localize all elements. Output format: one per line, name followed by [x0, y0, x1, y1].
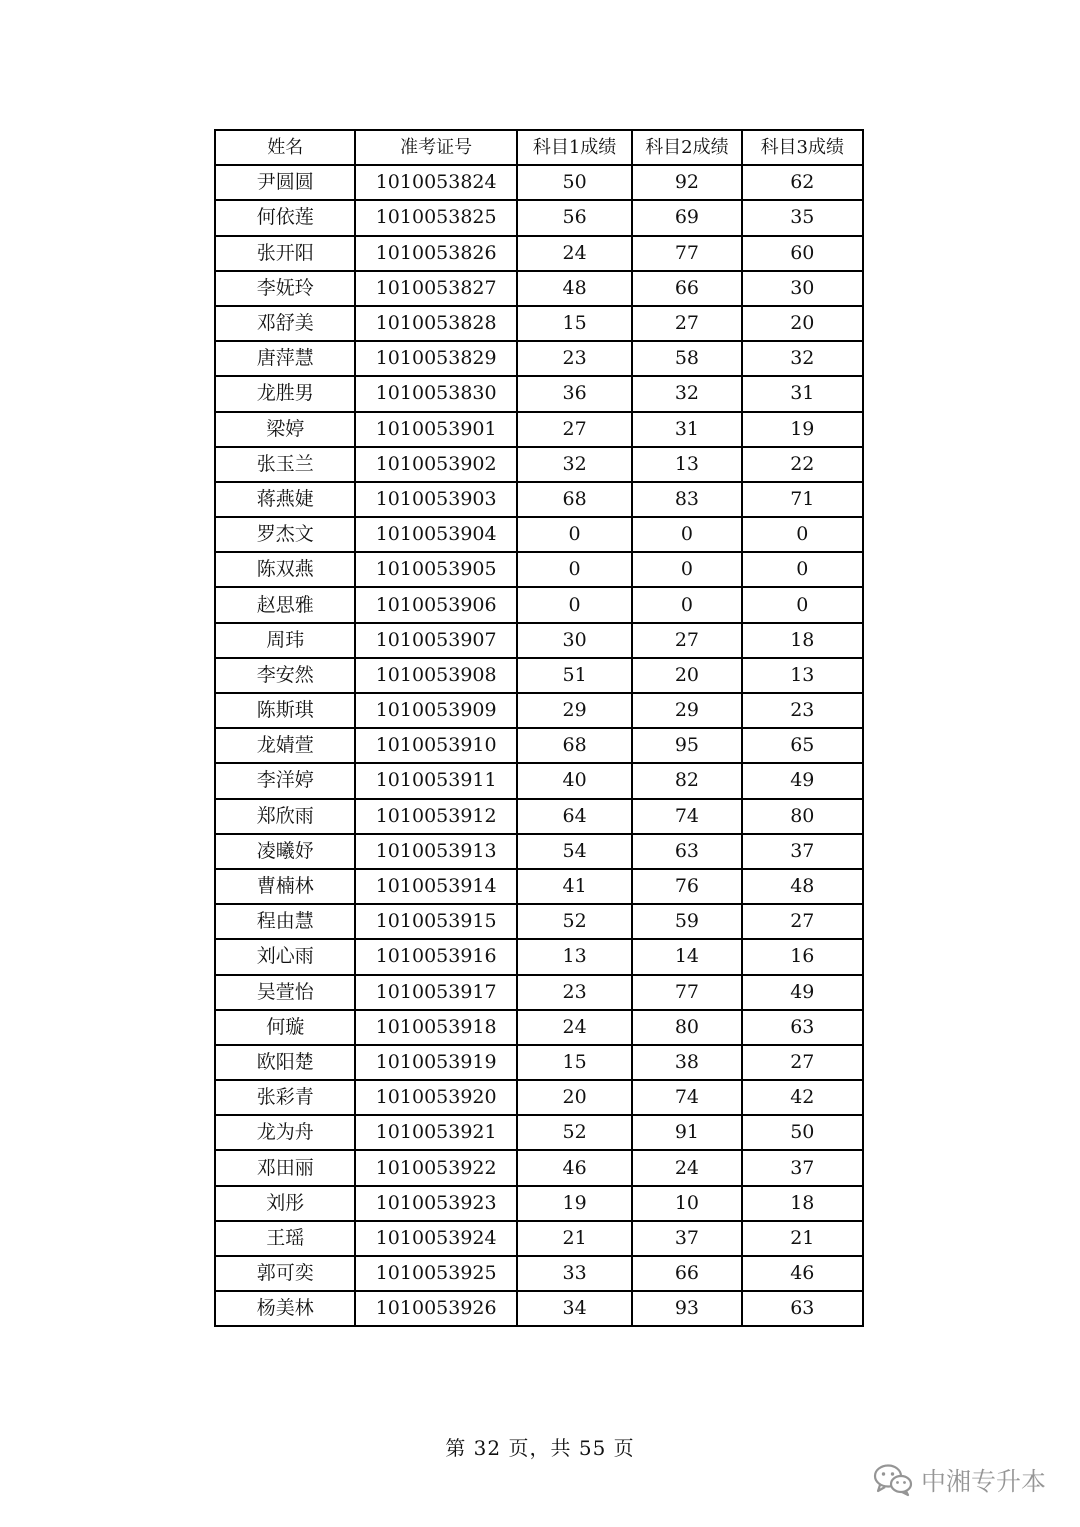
cell-exam-id: 1010053830 [355, 376, 516, 411]
cell-subject1-score: 27 [517, 412, 632, 447]
cell-name: 何依莲 [215, 200, 355, 235]
cell-subject2-score: 27 [632, 306, 741, 341]
cell-name: 罗杰文 [215, 517, 355, 552]
table-row [215, 271, 863, 306]
table-row [215, 728, 863, 763]
table-row [215, 341, 863, 376]
cell-subject1-score: 0 [517, 552, 632, 587]
cell-subject1-score: 30 [517, 623, 632, 658]
table-row [215, 1291, 863, 1326]
cell-subject2-score: 83 [632, 482, 741, 517]
cell-subject3-score: 21 [742, 1221, 863, 1256]
cell-name: 陈斯琪 [215, 693, 355, 728]
cell-subject3-score: 35 [742, 200, 863, 235]
table-row [215, 447, 863, 482]
cell-name: 龙婧萱 [215, 728, 355, 763]
cell-exam-id: 1010053923 [355, 1186, 516, 1221]
table-row [215, 1010, 863, 1045]
cell-subject1-score: 34 [517, 1291, 632, 1326]
cell-subject3-score: 50 [742, 1115, 863, 1150]
cell-subject2-score: 0 [632, 587, 741, 622]
table-row [215, 1256, 863, 1291]
cell-subject1-score: 54 [517, 834, 632, 869]
cell-subject1-score: 15 [517, 306, 632, 341]
cell-subject1-score: 64 [517, 799, 632, 834]
cell-subject1-score: 32 [517, 447, 632, 482]
cell-exam-id: 1010053912 [355, 799, 516, 834]
cell-subject3-score: 27 [742, 904, 863, 939]
header-subject3: 科目3成绩 [742, 130, 863, 165]
cell-subject3-score: 80 [742, 799, 863, 834]
cell-subject2-score: 13 [632, 447, 741, 482]
cell-name: 龙胜男 [215, 376, 355, 411]
cell-exam-id: 1010053907 [355, 623, 516, 658]
cell-exam-id: 1010053920 [355, 1080, 516, 1115]
cell-exam-id: 1010053922 [355, 1150, 516, 1185]
table-row [215, 763, 863, 798]
cell-exam-id: 1010053913 [355, 834, 516, 869]
cell-subject2-score: 76 [632, 869, 741, 904]
cell-subject1-score: 24 [517, 236, 632, 271]
cell-subject2-score: 80 [632, 1010, 741, 1045]
cell-subject1-score: 48 [517, 271, 632, 306]
cell-name: 凌曦妤 [215, 834, 355, 869]
header-subject2: 科目2成绩 [632, 130, 741, 165]
cell-name: 张玉兰 [215, 447, 355, 482]
cell-name: 何璇 [215, 1010, 355, 1045]
cell-exam-id: 1010053910 [355, 728, 516, 763]
cell-subject2-score: 77 [632, 236, 741, 271]
cell-subject2-score: 93 [632, 1291, 741, 1326]
table-row [215, 623, 863, 658]
cell-subject1-score: 20 [517, 1080, 632, 1115]
cell-subject2-score: 92 [632, 165, 741, 200]
cell-exam-id: 1010053903 [355, 482, 516, 517]
watermark [873, 1462, 1046, 1498]
cell-exam-id: 1010053919 [355, 1045, 516, 1080]
table-row [215, 587, 863, 622]
cell-name: 王瑶 [215, 1221, 355, 1256]
cell-name: 陈双燕 [215, 552, 355, 587]
cell-name: 吴萱怡 [215, 975, 355, 1010]
score-table [214, 129, 864, 1327]
table-row [215, 517, 863, 552]
cell-subject2-score: 20 [632, 658, 741, 693]
cell-exam-id: 1010053914 [355, 869, 516, 904]
table-row [215, 306, 863, 341]
table-row [215, 1080, 863, 1115]
cell-subject2-score: 63 [632, 834, 741, 869]
cell-exam-id: 1010053828 [355, 306, 516, 341]
cell-name: 邓田丽 [215, 1150, 355, 1185]
cell-subject3-score: 46 [742, 1256, 863, 1291]
cell-subject3-score: 65 [742, 728, 863, 763]
cell-name: 杨美林 [215, 1291, 355, 1326]
cell-subject2-score: 24 [632, 1150, 741, 1185]
cell-subject2-score: 0 [632, 552, 741, 587]
cell-subject3-score: 13 [742, 658, 863, 693]
cell-subject2-score: 77 [632, 975, 741, 1010]
cell-subject2-score: 69 [632, 200, 741, 235]
cell-name: 尹圆圆 [215, 165, 355, 200]
table-row [215, 1221, 863, 1256]
cell-subject3-score: 18 [742, 623, 863, 658]
cell-name: 周玮 [215, 623, 355, 658]
cell-subject1-score: 50 [517, 165, 632, 200]
cell-subject1-score: 41 [517, 869, 632, 904]
cell-subject3-score: 32 [742, 341, 863, 376]
cell-subject1-score: 68 [517, 482, 632, 517]
cell-name: 蒋燕婕 [215, 482, 355, 517]
cell-subject2-score: 14 [632, 939, 741, 974]
cell-exam-id: 1010053911 [355, 763, 516, 798]
cell-subject1-score: 13 [517, 939, 632, 974]
table-row [215, 482, 863, 517]
cell-subject1-score: 24 [517, 1010, 632, 1045]
table-row [215, 165, 863, 200]
cell-name: 唐萍慧 [215, 341, 355, 376]
cell-subject3-score: 22 [742, 447, 863, 482]
cell-subject3-score: 37 [742, 1150, 863, 1185]
cell-name: 张彩青 [215, 1080, 355, 1115]
cell-subject2-score: 27 [632, 623, 741, 658]
watermark-text: 中湘专升本 [920, 1467, 1046, 1496]
cell-subject1-score: 23 [517, 975, 632, 1010]
cell-exam-id: 1010053921 [355, 1115, 516, 1150]
table-row [215, 834, 863, 869]
cell-subject1-score: 15 [517, 1045, 632, 1080]
cell-subject3-score: 42 [742, 1080, 863, 1115]
cell-subject2-score: 66 [632, 1256, 741, 1291]
cell-name: 郑欣雨 [215, 799, 355, 834]
table-row [215, 975, 863, 1010]
cell-exam-id: 1010053924 [355, 1221, 516, 1256]
table-row [215, 658, 863, 693]
cell-subject1-score: 36 [517, 376, 632, 411]
table-body [215, 165, 863, 1326]
cell-subject2-score: 37 [632, 1221, 741, 1256]
cell-subject1-score: 0 [517, 517, 632, 552]
cell-subject3-score: 30 [742, 271, 863, 306]
cell-subject3-score: 48 [742, 869, 863, 904]
cell-exam-id: 1010053825 [355, 200, 516, 235]
cell-subject3-score: 18 [742, 1186, 863, 1221]
cell-exam-id: 1010053926 [355, 1291, 516, 1326]
table-row [215, 200, 863, 235]
cell-name: 郭可奕 [215, 1256, 355, 1291]
cell-name: 李洋婷 [215, 763, 355, 798]
cell-exam-id: 1010053906 [355, 587, 516, 622]
cell-name: 曹楠林 [215, 869, 355, 904]
table-row [215, 869, 863, 904]
cell-subject3-score: 71 [742, 482, 863, 517]
cell-subject3-score: 31 [742, 376, 863, 411]
cell-subject2-score: 10 [632, 1186, 741, 1221]
table-row [215, 236, 863, 271]
cell-exam-id: 1010053925 [355, 1256, 516, 1291]
cell-subject1-score: 19 [517, 1186, 632, 1221]
table-row [215, 376, 863, 411]
header-exam-id: 准考证号 [355, 130, 516, 165]
cell-subject2-score: 32 [632, 376, 741, 411]
cell-subject2-score: 95 [632, 728, 741, 763]
cell-subject1-score: 68 [517, 728, 632, 763]
cell-subject3-score: 0 [742, 517, 863, 552]
header-row [215, 130, 863, 165]
cell-subject1-score: 40 [517, 763, 632, 798]
cell-subject3-score: 63 [742, 1010, 863, 1045]
table-row [215, 799, 863, 834]
cell-subject3-score: 19 [742, 412, 863, 447]
cell-subject3-score: 62 [742, 165, 863, 200]
cell-name: 龙为舟 [215, 1115, 355, 1150]
cell-exam-id: 1010053909 [355, 693, 516, 728]
cell-subject1-score: 33 [517, 1256, 632, 1291]
table-row [215, 904, 863, 939]
table-row [215, 1115, 863, 1150]
cell-name: 梁婷 [215, 412, 355, 447]
cell-subject2-score: 74 [632, 1080, 741, 1115]
cell-exam-id: 1010053908 [355, 658, 516, 693]
page-number: 第 32 页，共 55 页 [445, 1436, 635, 1460]
cell-subject3-score: 37 [742, 834, 863, 869]
table-row [215, 939, 863, 974]
cell-exam-id: 1010053916 [355, 939, 516, 974]
cell-subject2-score: 38 [632, 1045, 741, 1080]
cell-subject1-score: 21 [517, 1221, 632, 1256]
wechat-icon [873, 1463, 913, 1497]
cell-name: 刘心雨 [215, 939, 355, 974]
table-row [215, 1045, 863, 1080]
header-name: 姓名 [215, 130, 355, 165]
cell-subject3-score: 49 [742, 763, 863, 798]
cell-exam-id: 1010053902 [355, 447, 516, 482]
cell-subject3-score: 49 [742, 975, 863, 1010]
cell-exam-id: 1010053901 [355, 412, 516, 447]
cell-subject1-score: 46 [517, 1150, 632, 1185]
cell-subject1-score: 29 [517, 693, 632, 728]
cell-subject3-score: 0 [742, 587, 863, 622]
cell-subject1-score: 51 [517, 658, 632, 693]
table-row [215, 412, 863, 447]
cell-subject2-score: 66 [632, 271, 741, 306]
table-row [215, 693, 863, 728]
cell-subject2-score: 91 [632, 1115, 741, 1150]
cell-exam-id: 1010053917 [355, 975, 516, 1010]
cell-subject2-score: 59 [632, 904, 741, 939]
cell-subject2-score: 74 [632, 799, 741, 834]
cell-subject3-score: 60 [742, 236, 863, 271]
cell-subject1-score: 0 [517, 587, 632, 622]
cell-subject1-score: 56 [517, 200, 632, 235]
cell-name: 刘彤 [215, 1186, 355, 1221]
cell-subject1-score: 52 [517, 904, 632, 939]
cell-exam-id: 1010053829 [355, 341, 516, 376]
cell-subject3-score: 20 [742, 306, 863, 341]
table-row [215, 552, 863, 587]
header-subject1: 科目1成绩 [517, 130, 632, 165]
cell-exam-id: 1010053826 [355, 236, 516, 271]
cell-name: 李安然 [215, 658, 355, 693]
cell-subject3-score: 0 [742, 552, 863, 587]
cell-exam-id: 1010053918 [355, 1010, 516, 1045]
cell-subject3-score: 16 [742, 939, 863, 974]
cell-subject2-score: 29 [632, 693, 741, 728]
cell-exam-id: 1010053824 [355, 165, 516, 200]
table-row [215, 1150, 863, 1185]
cell-subject1-score: 23 [517, 341, 632, 376]
cell-name: 李妩玲 [215, 271, 355, 306]
cell-subject1-score: 52 [517, 1115, 632, 1150]
cell-name: 程由慧 [215, 904, 355, 939]
cell-exam-id: 1010053905 [355, 552, 516, 587]
cell-name: 张开阳 [215, 236, 355, 271]
cell-subject3-score: 63 [742, 1291, 863, 1326]
cell-subject2-score: 31 [632, 412, 741, 447]
cell-name: 赵思雅 [215, 587, 355, 622]
cell-subject3-score: 27 [742, 1045, 863, 1080]
cell-name: 邓舒美 [215, 306, 355, 341]
cell-exam-id: 1010053915 [355, 904, 516, 939]
cell-exam-id: 1010053904 [355, 517, 516, 552]
cell-name: 欧阳楚 [215, 1045, 355, 1080]
cell-exam-id: 1010053827 [355, 271, 516, 306]
cell-subject3-score: 23 [742, 693, 863, 728]
cell-subject2-score: 0 [632, 517, 741, 552]
cell-subject2-score: 58 [632, 341, 741, 376]
table-row [215, 1186, 863, 1221]
table-header [215, 130, 863, 165]
cell-subject2-score: 82 [632, 763, 741, 798]
